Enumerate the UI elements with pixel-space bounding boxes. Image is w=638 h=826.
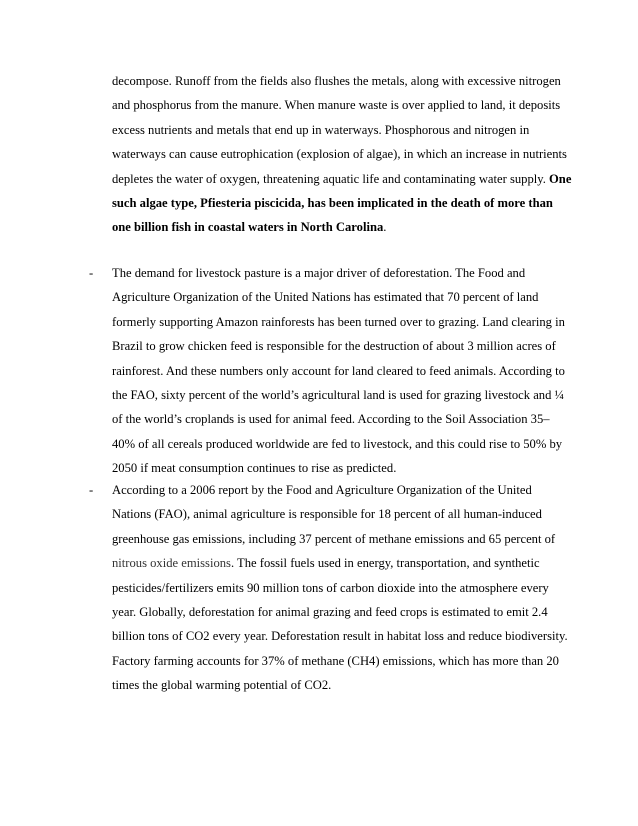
nitrous-oxide-phrase: nitrous oxide emissions: [112, 556, 231, 571]
bullet-marker: -: [89, 483, 94, 497]
paragraph-deforestation: [112, 261, 572, 481]
paragraph-emissions: [112, 478, 572, 698]
paragraph-text: decompose. Runoff from the fields also flushes the metals, along with excessive nitrogen and phosphorus from the manure. When manure waste is over applied to land, it deposits excess nutrients and metals that end up in waterways. Phosphorous and nitrogen in waterways can cause eutrophication (explosion of algae), in which an increase in nutrients depletes the water of oxygen, threatening aquatic life and contaminating water supply.: [112, 74, 567, 186]
paragraph-text: The demand for livestock pasture is a major driver of deforestation. The Food and Agriculture Organization of the United Nations has estimated that 70 percent of land formerly supporting Amazon rainforests has been turned over to grazing. Land clearing in Brazil to grow chicken feed is responsible for the destruction of about 3 million acres of rainforest. And these numbers only account for land cleared to feed animals. According to the FAO, sixty percent of the world’s agricultural land is used for grazing livestock and ¼ of the world’s croplands is used for animal feed. According to the Soil Association 35–40% of all cereals produced worldwide are fed to livestock, and this could rise to 50% by 2050 if meat consumption continues to rise as predicted.: [112, 266, 565, 476]
paragraph-eutrophication: [112, 69, 572, 240]
paragraph-rest: . The fossil fuels used in energy, transportation, and synthetic pesticides/fertilizers emits 90 million tons of carbon dioxide into the atmosphere every year. Globally, deforestation for animal grazing and feed crops is estimated to emit 2.4 billion tons of CO2 every year. Deforestation result in habitat loss and reduce biodiversity. Factory farming accounts for 37% of methane (CH4) emissions, which has more than 20 times the global warming potential of CO2.: [112, 556, 568, 693]
paragraph-text: According to a 2006 report by the Food and Agriculture Organization of the United Nations (FAO), animal agriculture is responsible for 18 percent of all human-induced greenhouse gas emissions, including 37 percent of methane emissions and 65 percent of: [112, 483, 556, 546]
bullet-marker: -: [89, 266, 94, 280]
paragraph-end: .: [383, 220, 387, 235]
bold-statement: One such algae type, Pfiesteria piscicida, has been implicated in the death of more than one billion fish in coastal waters in North Carolina: [112, 171, 572, 235]
